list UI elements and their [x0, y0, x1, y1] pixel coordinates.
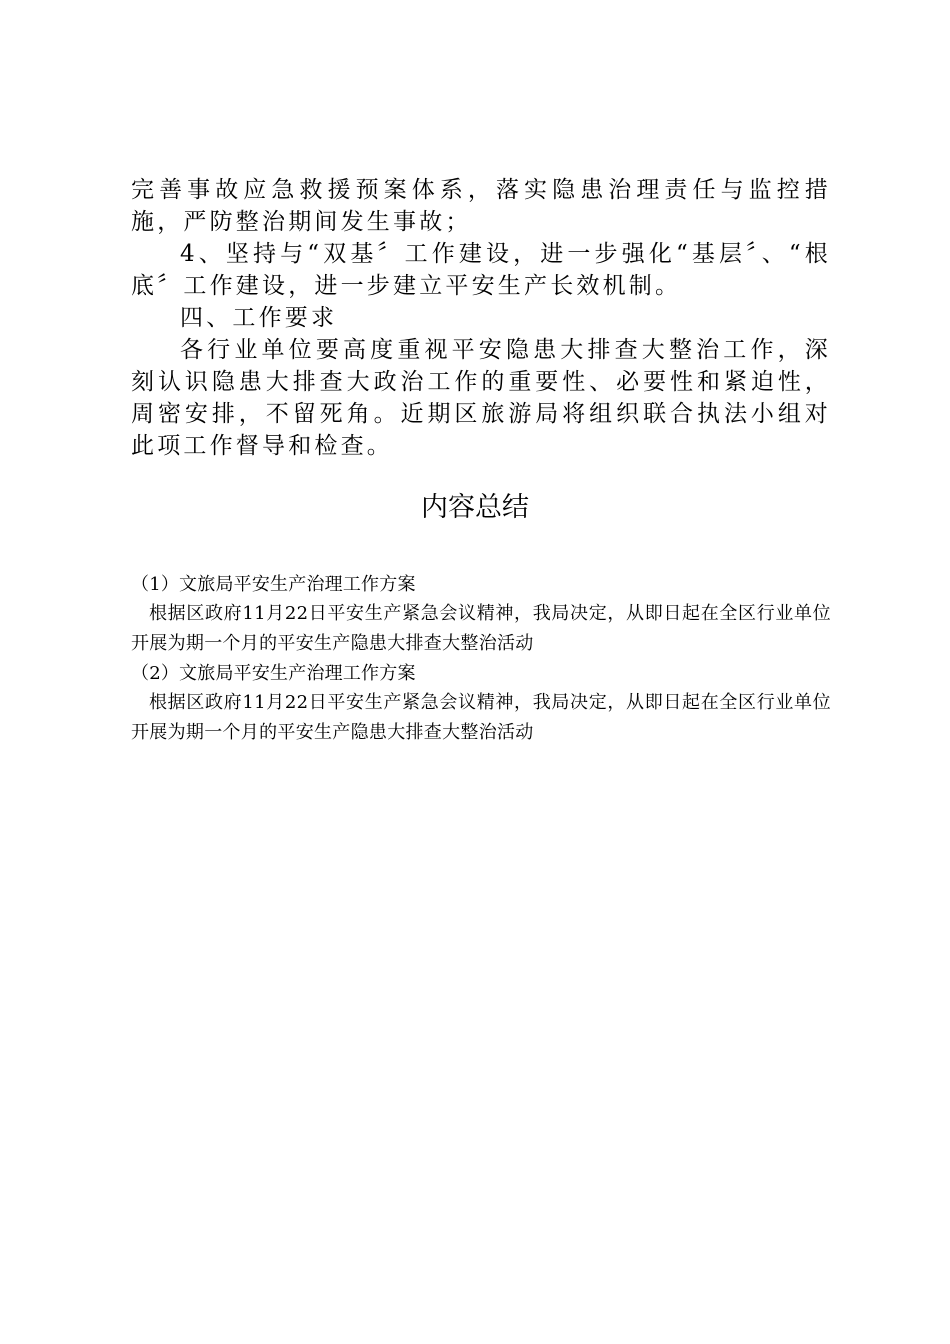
summary-list	[131, 570, 831, 748]
summary-item	[131, 659, 831, 748]
paragraph-item-4: 4、坚持与“双基〞工作建设，进一步强化“基层〞、“根底〞工作建设，进一步建立平安生产长效机制。	[131, 241, 831, 299]
summary-item-body: 根据区政府11月22日平安生产紧急会议精神，我局决定，从即日起在全区行业单位开展为期一个月的平安生产隐患大排查大整治活动	[131, 603, 831, 654]
document-body	[131, 174, 831, 462]
summary-item-heading: （1）文旅局平安生产治理工作方案	[131, 574, 416, 595]
summary-item-body: 根据区政府11月22日平安生产紧急会议精神，我局决定，从即日起在全区行业单位开展为期一个月的平安生产隐患大排查大整治活动	[131, 692, 831, 743]
paragraph-requirements: 各行业单位要高度重视平安隐患大排查大整治工作，深刻认识隐患大排查大政治工作的重要性、必要性和紧迫性，周密安排，不留死角。近期区旅游局将组织联合执法小组对此项工作督导和检查。	[131, 337, 831, 459]
section-heading-requirements: 四、工作要求	[180, 305, 338, 331]
summary-item	[131, 570, 831, 659]
summary-item-heading: （2）文旅局平安生产治理工作方案	[131, 663, 416, 684]
summary-title: 内容总结	[421, 492, 529, 523]
paragraph-continuation: 完善事故应急救援预案体系，落实隐患治理责任与监控措施，严防整治期间发生事故；	[131, 177, 831, 235]
